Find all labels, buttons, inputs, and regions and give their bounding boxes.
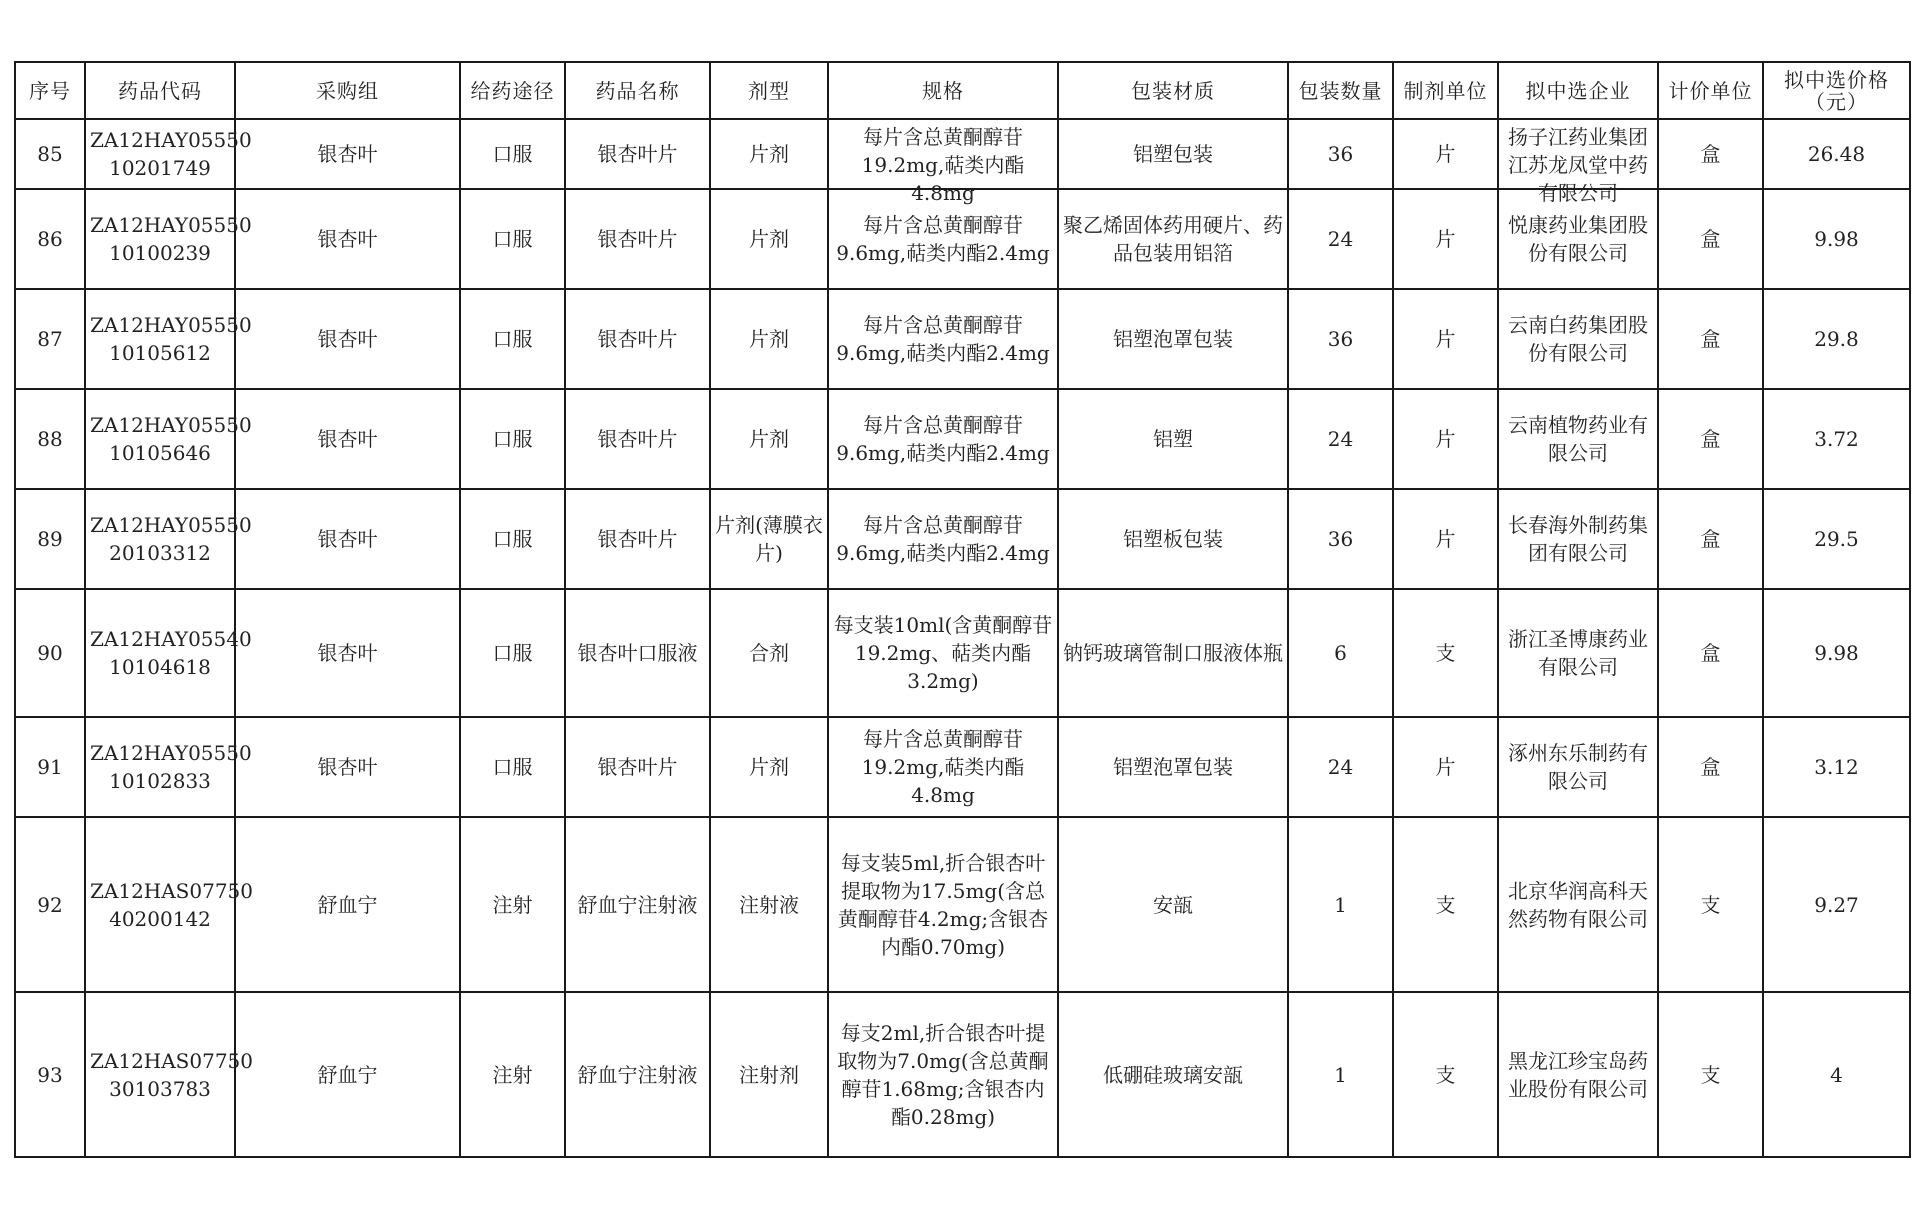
cell-name-text: 银杏叶片 [597, 227, 678, 251]
cell-package [1058, 817, 1288, 992]
cell-price-text: 9.27 [1814, 892, 1859, 917]
cell-price [1763, 389, 1910, 489]
table-row [15, 817, 1910, 992]
cell-no-text: 91 [37, 755, 63, 779]
cell-price [1763, 717, 1910, 817]
cell-unit-text: 片 [1435, 227, 1456, 251]
cell-name [565, 992, 710, 1157]
cell-company-text: 云南白药集团股份有限公司 [1508, 313, 1648, 365]
cell-group-text: 银杏叶 [317, 527, 378, 551]
cell-group [235, 189, 460, 289]
cell-price-text: 29.8 [1814, 327, 1859, 351]
cell-name-text: 银杏叶口服液 [577, 641, 698, 665]
cell-no [15, 389, 85, 489]
cell-form [710, 717, 828, 817]
cell-name [565, 289, 710, 389]
cell-no-text: 89 [37, 527, 63, 551]
cell-qty [1288, 389, 1393, 489]
cell-code-text: ZA12HAS07750 40200142 [90, 878, 253, 931]
cell-route [460, 189, 565, 289]
header-name: 药品名称 [565, 62, 710, 119]
cell-price-unit-text: 盒 [1700, 327, 1721, 351]
cell-spec [828, 389, 1058, 489]
cell-price [1763, 589, 1910, 717]
cell-route [460, 589, 565, 717]
cell-code-text: ZA12HAY05540 10104618 [90, 627, 252, 679]
cell-qty [1288, 119, 1393, 189]
cell-price-text: 26.48 [1807, 142, 1866, 166]
cell-group [235, 289, 460, 389]
cell-group-text: 银杏叶 [317, 227, 378, 251]
cell-unit-text: 支 [1435, 892, 1456, 917]
cell-price-unit [1658, 489, 1763, 589]
cell-spec [828, 119, 1058, 205]
cell-route-text: 口服 [492, 142, 533, 166]
cell-unit-text: 支 [1435, 641, 1456, 665]
cell-spec-text: 每片含总黄酮醇苷9.6mg,萜类内酯2.4mg [836, 313, 1050, 365]
cell-form-text: 片剂(薄膜衣片) [715, 513, 823, 565]
cell-no-text: 88 [37, 427, 63, 451]
cell-package-text: 低硼硅玻璃安瓿 [1103, 1062, 1243, 1087]
cell-price-text: 3.72 [1814, 427, 1859, 451]
cell-unit-text: 片 [1435, 755, 1456, 779]
cell-no [15, 817, 85, 992]
cell-group-text: 银杏叶 [317, 427, 378, 451]
cell-route [460, 389, 565, 489]
cell-unit [1393, 119, 1498, 189]
drug-price-table-page [14, 61, 1909, 1158]
cell-name-text: 舒血宁注射液 [577, 1062, 698, 1087]
cell-company [1498, 389, 1658, 489]
cell-form [710, 992, 828, 1157]
cell-unit [1393, 489, 1498, 589]
table-row [15, 389, 1910, 489]
cell-form [710, 189, 828, 289]
cell-no [15, 717, 85, 817]
cell-form-text: 片剂 [749, 427, 789, 451]
cell-price [1763, 289, 1910, 389]
cell-route-text: 口服 [492, 227, 533, 251]
cell-company [1498, 817, 1658, 992]
cell-qty-text: 36 [1327, 142, 1354, 166]
cell-spec [828, 589, 1058, 717]
cell-form-text: 注射剂 [739, 1062, 799, 1087]
cell-route-text: 注射 [492, 1062, 533, 1087]
cell-name-text: 银杏叶片 [597, 427, 678, 451]
cell-group [235, 589, 460, 717]
cell-form-text: 注射液 [739, 892, 799, 917]
cell-unit-text: 片 [1435, 142, 1456, 166]
cell-price-text: 3.12 [1814, 755, 1859, 779]
cell-company [1498, 992, 1658, 1157]
cell-spec-text: 每支装5ml,折合银杏叶提取物为17.5mg(含总黄酮醇苷4.2mg;含银杏内酯0.70mg) [837, 850, 1049, 959]
cell-form [710, 817, 828, 992]
cell-package [1058, 189, 1288, 289]
cell-code [85, 589, 252, 717]
cell-no [15, 119, 85, 189]
cell-price-unit [1658, 189, 1763, 289]
cell-spec-text: 每片含总黄酮醇苷9.6mg,萜类内酯2.4mg [836, 513, 1050, 565]
cell-no-text: 93 [37, 1062, 63, 1087]
cell-company-text: 云南植物药业有限公司 [1508, 413, 1648, 465]
cell-name [565, 189, 710, 289]
cell-company-text: 浙江圣博康药业有限公司 [1508, 627, 1648, 679]
cell-package-text: 铝塑 [1153, 427, 1193, 451]
cell-code [85, 119, 252, 189]
cell-code [85, 489, 252, 589]
table-row [15, 119, 1910, 189]
cell-form-text: 片剂 [749, 755, 789, 779]
cell-form [710, 119, 828, 189]
cell-company [1498, 119, 1658, 205]
cell-route [460, 289, 565, 389]
cell-package [1058, 289, 1288, 389]
cell-unit [1393, 817, 1498, 992]
cell-price-unit-text: 盒 [1700, 755, 1721, 779]
cell-code [85, 289, 252, 389]
cell-name-text: 银杏叶片 [597, 327, 678, 351]
cell-qty [1288, 189, 1393, 289]
cell-qty [1288, 589, 1393, 717]
cell-price-unit-text: 支 [1700, 1062, 1721, 1087]
cell-price [1763, 119, 1910, 189]
cell-route [460, 489, 565, 589]
cell-name [565, 589, 710, 717]
cell-qty-text: 36 [1327, 527, 1354, 551]
cell-form-text: 片剂 [749, 142, 789, 166]
cell-spec-text: 每片含总黄酮醇苷9.6mg,萜类内酯2.4mg [836, 213, 1050, 265]
cell-group-text: 银杏叶 [317, 641, 378, 665]
cell-company-text: 涿州东乐制药有限公司 [1508, 741, 1648, 793]
header-form: 剂型 [710, 62, 828, 119]
cell-group [235, 817, 460, 992]
table-row [15, 992, 1910, 1157]
cell-name [565, 119, 710, 189]
cell-qty-text: 6 [1334, 641, 1347, 665]
table-header-row [15, 62, 1910, 119]
header-company: 拟中选企业 [1498, 62, 1658, 119]
cell-code [85, 389, 252, 489]
cell-package [1058, 389, 1288, 489]
cell-no [15, 589, 85, 717]
cell-package-text: 铝塑泡罩包装 [1113, 755, 1233, 779]
cell-form-text: 合剂 [749, 641, 789, 665]
cell-route-text: 口服 [492, 527, 533, 551]
cell-price [1763, 817, 1910, 992]
cell-group-text: 银杏叶 [317, 327, 378, 351]
cell-price-unit [1658, 389, 1763, 489]
cell-code-text: ZA12HAS07750 30103783 [90, 1048, 253, 1101]
cell-unit [1393, 389, 1498, 489]
cell-route [460, 992, 565, 1157]
cell-route [460, 119, 565, 189]
cell-spec [828, 817, 1058, 992]
table-row [15, 589, 1910, 717]
cell-price-unit-text: 盒 [1700, 641, 1721, 665]
cell-no-text: 85 [37, 142, 63, 166]
cell-unit [1393, 717, 1498, 817]
cell-route-text: 注射 [492, 892, 533, 917]
cell-spec-text: 每片含总黄酮醇苷19.2mg,萜类内酯4.8mg [861, 727, 1025, 807]
cell-spec [828, 489, 1058, 589]
cell-group [235, 389, 460, 489]
cell-unit [1393, 992, 1498, 1157]
cell-package-text: 铝塑板包装 [1123, 527, 1223, 551]
cell-price-unit-text: 盒 [1700, 427, 1721, 451]
table-row [15, 717, 1910, 817]
cell-group-text: 舒血宁 [317, 892, 378, 917]
cell-package-text: 钠钙玻璃管制口服液体瓶 [1063, 641, 1283, 665]
cell-name-text: 银杏叶片 [597, 527, 678, 551]
cell-company [1498, 289, 1658, 389]
cell-qty-text: 24 [1327, 427, 1354, 451]
cell-name [565, 489, 710, 589]
cell-group [235, 992, 460, 1157]
cell-price-text: 29.5 [1814, 527, 1859, 551]
header-no: 序号 [15, 62, 85, 119]
cell-qty [1288, 817, 1393, 992]
cell-company-text: 黑龙江珍宝岛药业股份有限公司 [1508, 1048, 1648, 1101]
cell-company [1498, 489, 1658, 589]
cell-no [15, 489, 85, 589]
cell-unit-text: 片 [1435, 527, 1456, 551]
cell-route-text: 口服 [492, 755, 533, 779]
header-code: 药品代码 [85, 62, 235, 119]
cell-form [710, 389, 828, 489]
cell-no [15, 992, 85, 1157]
cell-price-unit-text: 盒 [1700, 142, 1721, 166]
cell-group-text: 银杏叶 [317, 142, 378, 166]
cell-no-text: 86 [37, 227, 63, 251]
cell-spec-text: 每支装10ml(含黄酮醇苷19.2mg、萜类内酯3.2mg) [833, 613, 1053, 693]
cell-code-text: ZA12HAY05550 10201749 [90, 128, 252, 180]
cell-package [1058, 489, 1288, 589]
cell-qty [1288, 289, 1393, 389]
cell-package [1058, 992, 1288, 1157]
cell-group [235, 119, 460, 189]
cell-price-unit [1658, 717, 1763, 817]
cell-package [1058, 589, 1288, 717]
cell-code [85, 817, 253, 992]
header-group: 采购组 [235, 62, 460, 119]
cell-unit [1393, 189, 1498, 289]
cell-qty-text: 1 [1334, 892, 1347, 917]
cell-spec [828, 717, 1058, 817]
cell-code-text: ZA12HAY05550 20103312 [90, 513, 252, 565]
cell-company-text: 扬子江药业集团江苏龙凤堂中药有限公司 [1508, 125, 1648, 205]
cell-route [460, 817, 565, 992]
cell-qty-text: 36 [1327, 327, 1354, 351]
cell-price-text: 4 [1830, 1062, 1843, 1087]
cell-name [565, 817, 710, 992]
cell-name [565, 717, 710, 817]
cell-no-text: 92 [37, 892, 63, 917]
cell-spec-text: 每片含总黄酮醇苷19.2mg,萜类内酯4.8mg [861, 125, 1025, 205]
cell-price [1763, 189, 1910, 289]
cell-group-text: 舒血宁 [317, 1062, 378, 1087]
cell-name-text: 银杏叶片 [597, 755, 678, 779]
cell-form-text: 片剂 [749, 327, 789, 351]
cell-route-text: 口服 [492, 427, 533, 451]
cell-spec [828, 992, 1058, 1157]
header-qty: 包装数量 [1288, 62, 1393, 119]
cell-qty [1288, 717, 1393, 817]
cell-company [1498, 589, 1658, 717]
header-price-unit: 计价单位 [1658, 62, 1763, 119]
cell-qty [1288, 992, 1393, 1157]
cell-package-text: 安瓿 [1153, 892, 1193, 917]
cell-company-text: 悦康药业集团股份有限公司 [1508, 213, 1648, 265]
cell-unit [1393, 589, 1498, 717]
table-row [15, 289, 1910, 389]
cell-form-text: 片剂 [749, 227, 789, 251]
cell-company-text: 长春海外制药集团有限公司 [1508, 513, 1648, 565]
cell-code-text: ZA12HAY05550 10100239 [90, 213, 252, 265]
cell-route [460, 717, 565, 817]
header-unit: 制剂单位 [1393, 62, 1498, 119]
cell-package-text: 铝塑泡罩包装 [1113, 327, 1233, 351]
cell-no [15, 189, 85, 289]
cell-price-text: 9.98 [1814, 227, 1859, 251]
cell-price-unit-text: 盒 [1700, 527, 1721, 551]
cell-name-text: 舒血宁注射液 [577, 892, 698, 917]
cell-spec [828, 289, 1058, 389]
cell-route-text: 口服 [492, 327, 533, 351]
cell-unit-text: 片 [1435, 427, 1456, 451]
cell-route-text: 口服 [492, 641, 533, 665]
cell-form [710, 289, 828, 389]
cell-name-text: 银杏叶片 [597, 142, 678, 166]
cell-price-unit [1658, 289, 1763, 389]
cell-package [1058, 119, 1288, 189]
cell-price-text: 9.98 [1814, 641, 1859, 665]
header-price: 拟中选价格（元） [1763, 62, 1910, 119]
header-package: 包装材质 [1058, 62, 1288, 119]
cell-qty-text: 24 [1327, 755, 1354, 779]
cell-qty-text: 24 [1327, 227, 1354, 251]
cell-price [1763, 489, 1910, 589]
cell-price-unit-text: 支 [1700, 892, 1721, 917]
cell-price-unit [1658, 817, 1763, 992]
cell-no [15, 289, 85, 389]
header-spec: 规格 [828, 62, 1058, 119]
cell-no-text: 87 [37, 327, 63, 351]
cell-price-unit-text: 盒 [1700, 227, 1721, 251]
drug-price-table [14, 61, 1911, 1158]
cell-price-unit [1658, 992, 1763, 1157]
cell-price-unit [1658, 589, 1763, 717]
cell-package-text: 聚乙烯固体药用硬片、药品包装用铝箔 [1063, 213, 1283, 265]
cell-code-text: ZA12HAY05550 10102833 [90, 741, 252, 793]
cell-form [710, 489, 828, 589]
cell-code-text: ZA12HAY05550 10105612 [90, 313, 252, 365]
header-route: 给药途径 [460, 62, 565, 119]
table-row [15, 489, 1910, 589]
cell-code [85, 717, 252, 817]
cell-package-text: 铝塑包装 [1133, 142, 1213, 166]
cell-unit [1393, 289, 1498, 389]
cell-code [85, 992, 253, 1157]
cell-no-text: 90 [37, 641, 63, 665]
table-body [15, 119, 1910, 1157]
cell-qty-text: 1 [1334, 1062, 1347, 1087]
cell-price [1763, 992, 1910, 1157]
cell-company-text: 北京华润高科天然药物有限公司 [1508, 878, 1648, 931]
cell-code-text: ZA12HAY05550 10105646 [90, 413, 252, 465]
cell-unit-text: 支 [1435, 1062, 1456, 1087]
cell-package [1058, 717, 1288, 817]
cell-qty [1288, 489, 1393, 589]
cell-group [235, 489, 460, 589]
cell-name [565, 389, 710, 489]
cell-group-text: 银杏叶 [317, 755, 378, 779]
cell-code [85, 189, 252, 289]
cell-spec-text: 每片含总黄酮醇苷9.6mg,萜类内酯2.4mg [836, 413, 1050, 465]
cell-unit-text: 片 [1435, 327, 1456, 351]
cell-spec-text: 每支2ml,折合银杏叶提取物为7.0mg(含总黄酮醇苷1.68mg;含银杏内酯0.28mg) [837, 1020, 1049, 1129]
cell-company [1498, 717, 1658, 817]
cell-group [235, 717, 460, 817]
cell-price-unit [1658, 119, 1763, 189]
cell-form [710, 589, 828, 717]
